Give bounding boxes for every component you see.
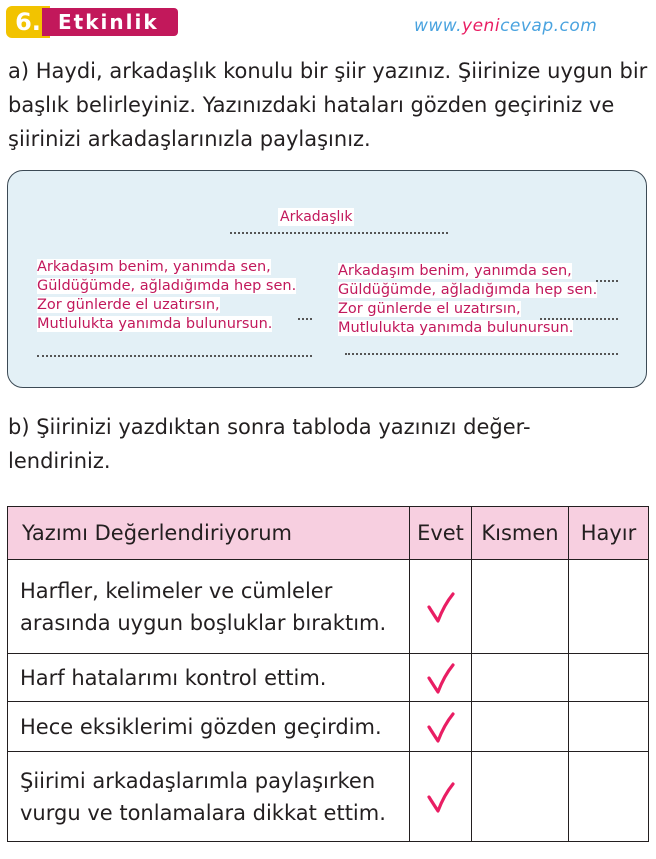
check-mark-icon [426, 711, 456, 745]
writing-dotted-line [345, 353, 618, 355]
table-row [8, 654, 649, 702]
header-evet: Evet [410, 507, 472, 560]
poem-line: Mutlulukta yanımda bulunursun. [338, 320, 574, 336]
writing-dotted-line [37, 355, 312, 357]
hayir-cell[interactable] [569, 702, 649, 752]
evet-cell[interactable] [410, 654, 472, 702]
kismen-cell[interactable] [472, 560, 569, 654]
criterion-cell: Şiirimi arkadaşlarımla paylaşırken vurgu ve tonlamalara dikkat ettim. [8, 752, 410, 842]
header-hayir: Hayır [569, 507, 649, 560]
kismen-cell[interactable] [472, 654, 569, 702]
poem-line: Arkadaşım benim, yanımda sen, [338, 263, 572, 279]
criterion-cell: Hece eksiklerimi gözden geçirdim. [8, 702, 410, 752]
poem-title: Arkadaşlık [280, 209, 353, 225]
evet-cell[interactable] [410, 560, 472, 654]
poem-line: Zor günlerde el uzatırsın, [37, 297, 220, 313]
table-row [8, 560, 649, 654]
writing-dotted-line [298, 318, 312, 320]
poem-line: Güldüğümde, ağladığımda hep sen. [338, 282, 598, 298]
activity-title: Etkinlik [42, 8, 178, 36]
kismen-cell[interactable] [472, 752, 569, 842]
site-suffix: cevap.com [500, 16, 598, 36]
activity-header [6, 6, 174, 40]
criterion-cell: Harfler, kelimeler ve cümleler arasında uygun boşluklar bıraktım. [8, 560, 410, 654]
criterion-cell: Harf hatalarımı kontrol ettim. [8, 654, 410, 702]
poem-title-line [230, 206, 448, 234]
poem-line: Güldüğümde, ağladığımda hep sen. [37, 278, 297, 294]
instruction-b: b) Şiirinizi yazdıktan sonra tabloda yazınızı değer-lendiriniz. [8, 415, 531, 473]
kismen-cell[interactable] [472, 702, 569, 752]
poem-line: Zor günlerde el uzatırsın, [338, 301, 521, 317]
check-mark-icon [426, 662, 456, 696]
evaluation-table [7, 506, 649, 842]
activity-number: 6. [6, 6, 50, 38]
hayir-cell[interactable] [569, 752, 649, 842]
poem-stanza-left [37, 258, 296, 334]
site-prefix: www. [414, 16, 463, 36]
hayir-cell[interactable] [569, 654, 649, 702]
table-header-row [8, 507, 649, 560]
site-mid: yeni [462, 16, 501, 36]
poem-line: Mutlulukta yanımda bulunursun. [37, 316, 273, 332]
poem-stanza-right [338, 262, 597, 338]
poem-line: Arkadaşım benim, yanımda sen, [37, 259, 271, 275]
evet-cell[interactable] [410, 752, 472, 842]
header-kismen: Kısmen [472, 507, 569, 560]
table-row [8, 752, 649, 842]
check-mark-icon [426, 781, 456, 815]
table-row [8, 702, 649, 752]
hayir-cell[interactable] [569, 560, 649, 654]
writing-dotted-line [596, 280, 618, 282]
site-watermark [414, 16, 597, 36]
instruction-a: a) Haydi, arkadaşlık konulu bir şiir yazınız. Şiirinize uygun bir başlık belirleyiniz. Yazınızdaki hataları gözden geçiriniz ve şiirinizi arkadaşlarınızla paylaşınız. [8, 59, 648, 151]
evet-cell[interactable] [410, 702, 472, 752]
header-criteria: Yazımı Değerlendiriyorum [8, 507, 410, 560]
writing-dotted-line [540, 318, 618, 320]
check-mark-icon [426, 591, 456, 625]
